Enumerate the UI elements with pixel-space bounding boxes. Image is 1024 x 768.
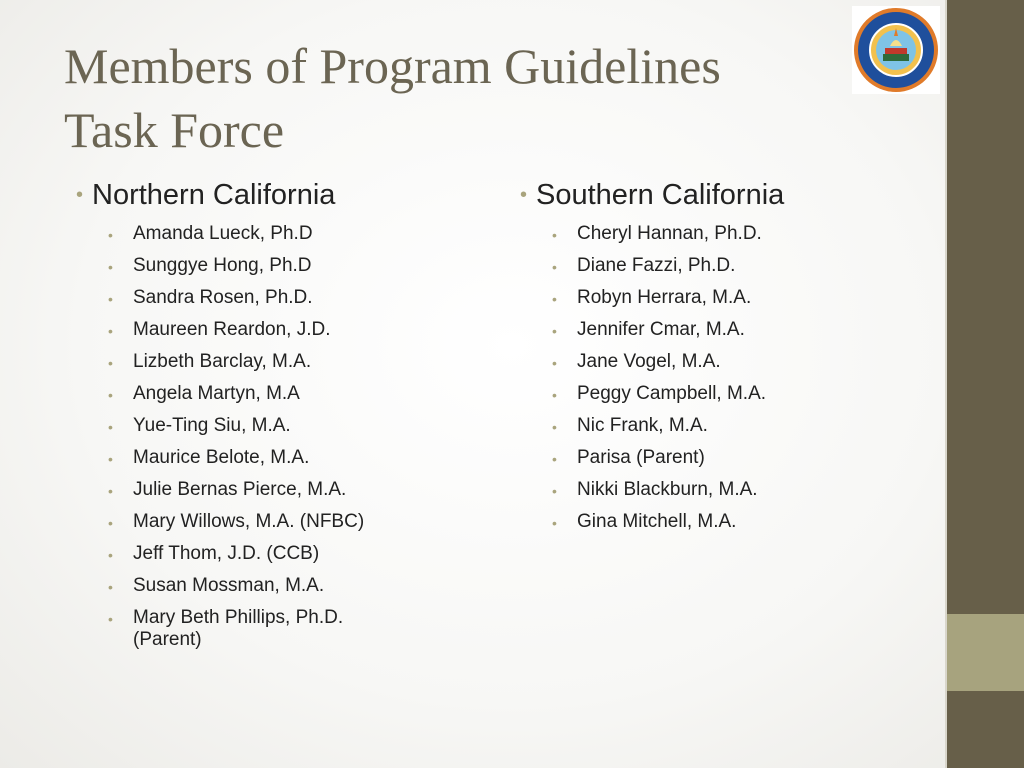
bullet-icon: • xyxy=(108,515,113,531)
bullet-icon: • xyxy=(108,355,113,371)
bullet-icon: • xyxy=(108,387,113,403)
bullet-icon: • xyxy=(552,419,557,435)
member-name: Mary Beth Phillips, Ph.D. (Parent) xyxy=(133,607,344,650)
list-item xyxy=(552,479,920,501)
list-item xyxy=(108,447,476,469)
northern-california-heading xyxy=(76,175,476,218)
bullet-icon: • xyxy=(108,611,113,627)
bullet-icon: • xyxy=(108,547,113,563)
member-name: Cheryl Hannan, Ph.D. xyxy=(577,223,762,244)
southern-california-heading-text: Southern California xyxy=(536,179,785,211)
member-name: Jeff Thom, J.D. (CCB) xyxy=(133,543,320,564)
northern-california-heading-text: Northern California xyxy=(92,179,336,211)
member-name: Jennifer Cmar, M.A. xyxy=(577,319,745,340)
list-item xyxy=(108,383,476,405)
bullet-icon: • xyxy=(552,291,557,307)
bullet-icon: • xyxy=(108,483,113,499)
bullet-icon: • xyxy=(552,451,557,467)
slide-title xyxy=(64,34,844,162)
southern-california-heading xyxy=(520,175,920,218)
bullet-icon: • xyxy=(552,515,557,531)
member-name: Angela Martyn, M.A xyxy=(133,383,300,404)
slide-title-line-2: Task Force xyxy=(64,102,285,158)
member-name: Nic Frank, M.A. xyxy=(577,415,708,436)
list-item xyxy=(552,255,920,277)
bullet-icon: • xyxy=(552,227,557,243)
list-item xyxy=(552,415,920,437)
list-item xyxy=(552,383,920,405)
member-name: Robyn Herrara, M.A. xyxy=(577,287,752,308)
list-item xyxy=(108,607,388,651)
member-name: Parisa (Parent) xyxy=(577,447,705,468)
bullet-icon: • xyxy=(108,227,113,243)
member-name: Yue-Ting Siu, M.A. xyxy=(133,415,291,436)
list-item xyxy=(108,255,476,277)
list-item xyxy=(552,511,920,533)
bullet-icon: • xyxy=(552,355,557,371)
list-item xyxy=(108,319,476,341)
member-name: Jane Vogel, M.A. xyxy=(577,351,721,372)
member-name: Nikki Blackburn, M.A. xyxy=(577,479,758,500)
member-name: Peggy Campbell, M.A. xyxy=(577,383,767,404)
list-item xyxy=(108,479,476,501)
bullet-icon: • xyxy=(108,451,113,467)
list-item xyxy=(108,575,476,597)
department-of-education-seal-logo xyxy=(852,6,940,94)
member-name: Amanda Lueck, Ph.D xyxy=(133,223,313,244)
bullet-icon: • xyxy=(76,184,84,206)
member-name: Maurice Belote, M.A. xyxy=(133,447,310,468)
list-item xyxy=(108,223,476,245)
bullet-icon: • xyxy=(552,259,557,275)
list-item xyxy=(108,543,476,565)
list-item xyxy=(552,351,920,373)
list-item xyxy=(108,287,476,309)
member-name: Susan Mossman, M.A. xyxy=(133,575,325,596)
list-item xyxy=(552,287,920,309)
decorative-accent-block xyxy=(947,614,1024,691)
southern-california-member-list xyxy=(520,223,920,533)
member-name: Diane Fazzi, Ph.D. xyxy=(577,255,736,276)
bullet-icon: • xyxy=(108,259,113,275)
southern-california-column xyxy=(520,175,920,543)
member-name: Sandra Rosen, Ph.D. xyxy=(133,287,313,308)
list-item xyxy=(552,223,920,245)
bullet-icon: • xyxy=(520,184,528,206)
list-item xyxy=(552,319,920,341)
northern-california-member-list xyxy=(76,223,476,651)
list-item xyxy=(108,511,476,533)
northern-california-column xyxy=(76,175,476,661)
member-name: Maureen Reardon, J.D. xyxy=(133,319,331,340)
bullet-icon: • xyxy=(552,483,557,499)
bullet-icon: • xyxy=(108,579,113,595)
bullet-icon: • xyxy=(552,323,557,339)
member-name: Sunggye Hong, Ph.D xyxy=(133,255,312,276)
member-name: Mary Willows, M.A. (NFBC) xyxy=(133,511,365,532)
bullet-icon: • xyxy=(552,387,557,403)
list-item xyxy=(108,351,476,373)
bullet-icon: • xyxy=(108,323,113,339)
member-name: Julie Bernas Pierce, M.A. xyxy=(133,479,347,500)
slide-title-line-1: Members of Program Guidelines xyxy=(64,38,721,94)
list-item xyxy=(108,415,476,437)
member-name: Lizbeth Barclay, M.A. xyxy=(133,351,312,372)
bullet-icon: • xyxy=(108,291,113,307)
member-name: Gina Mitchell, M.A. xyxy=(577,511,737,532)
bullet-icon: • xyxy=(108,419,113,435)
list-item xyxy=(552,447,920,469)
